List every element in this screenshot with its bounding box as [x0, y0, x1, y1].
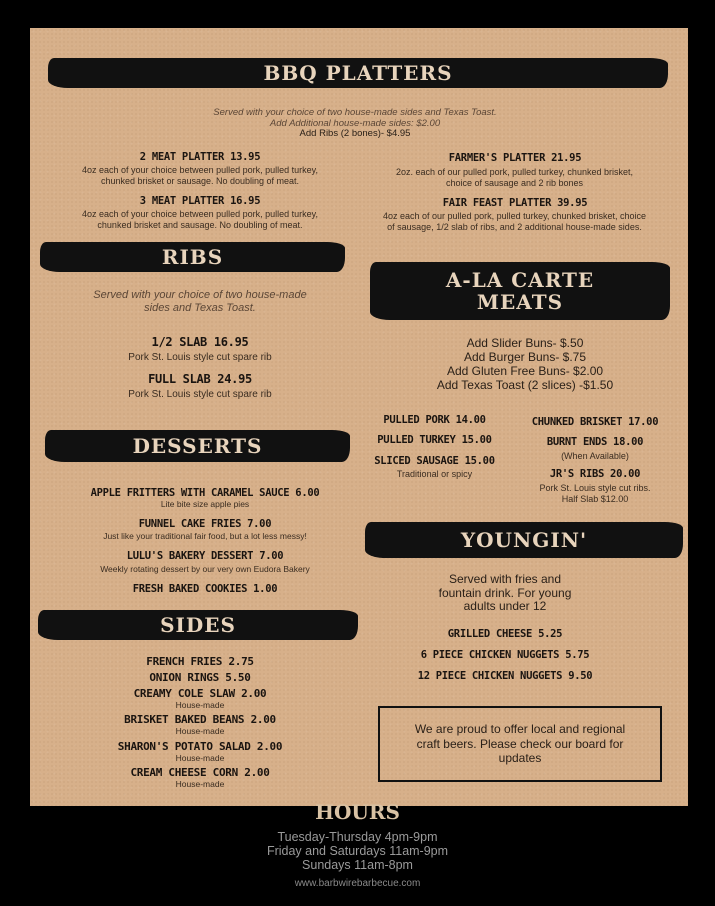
menu-item-name: CREAMY COLE SLAW 2.00	[133, 687, 267, 700]
menu-item-desc: 4oz each of your choice between pulled pork, pulled turkey,	[82, 165, 318, 175]
menu-item-desc: chunked brisket or sausage. No doubling of meat.	[100, 176, 300, 186]
menu-item-name: 12 PIECE CHICKEN NUGGETS 9.50	[417, 670, 593, 682]
alacarte-title-1: A-LA CARTE	[445, 268, 595, 292]
menu-item-name: JR'S RIBS 20.00	[549, 468, 641, 480]
beer-line-2: craft beers. Please check our board for	[416, 736, 624, 751]
menu-item-name: LULU'S BAKERY DESSERT 7.00	[126, 550, 284, 562]
bbq-intro-3: Add Ribs (2 bones)- $4.95	[299, 128, 411, 139]
menu-item-desc: House-made	[175, 726, 225, 736]
youngin-intro-1: Served with fries and	[448, 572, 562, 586]
menu-item-name: SLICED SAUSAGE 15.00	[374, 455, 495, 467]
menu-item-name: 2 MEAT PLATTER 13.95	[139, 151, 261, 163]
menu-item-name: PULLED PORK 14.00	[383, 414, 486, 426]
menu-item-name: 3 MEAT PLATTER 16.95	[139, 195, 261, 207]
youngin-title: YOUNGIN'	[460, 528, 588, 552]
bbq-platters-title: BBQ PLATTERS	[263, 61, 453, 85]
hours-line-3: Sundays 11am-8pm	[302, 858, 413, 872]
beer-line-1: We are proud to offer local and regional	[414, 722, 626, 737]
menu-item-desc: choice of sausage and 2 rib bones	[445, 178, 584, 188]
addon-line: Add Slider Buns- $.50	[466, 336, 584, 350]
menu-item-name: GRILLED CHEESE 5.25	[447, 628, 563, 640]
menu-item-name: BURNT ENDS 18.00	[546, 436, 644, 448]
youngin-intro-2: fountain drink. For young	[438, 586, 572, 600]
menu-item-desc: 4oz each of our pulled pork, pulled turkey, chunked brisket, choice	[383, 211, 646, 221]
menu-item-desc: Traditional or spicy	[396, 469, 473, 479]
menu-item-desc: Weekly rotating dessert by our very own Eudora Bakery	[100, 564, 310, 574]
beer-line-3: updates	[498, 751, 542, 766]
youngin-intro-3: adults under 12	[463, 599, 547, 613]
hours-line-1: Tuesday-Thursday 4pm-9pm	[277, 830, 438, 844]
bbq-platters-banner	[48, 58, 668, 88]
alacarte-title-2: MEATS	[476, 290, 564, 314]
bbq-intro-2: Add Additional house-made sides: $2.00	[269, 118, 441, 129]
alacarte-banner	[370, 262, 670, 320]
menu-item-name: SHARON'S POTATO SALAD 2.00	[117, 740, 283, 753]
menu-item-name: FRENCH FRIES 2.75	[146, 655, 254, 668]
website-link[interactable]: www.barbwirebarbecue.com	[294, 878, 421, 889]
bbq-intro-1: Served with your choice of two house-made sides and Texas Toast.	[213, 107, 497, 118]
menu-item-desc: Just like your traditional fair food, but a lot less messy!	[103, 531, 307, 541]
addon-line: Add Burger Buns- $.75	[463, 350, 587, 364]
ribs-title: RIBS	[161, 245, 224, 269]
ribs-banner	[40, 242, 345, 272]
menu-item-name: FUNNEL CAKE FRIES 7.00	[138, 518, 272, 530]
menu-item-name: FAIR FEAST PLATTER 39.95	[442, 197, 588, 209]
sides-title: SIDES	[160, 613, 236, 637]
menu-item-name: CREAM CHEESE CORN 2.00	[130, 766, 270, 779]
menu-item-name: PULLED TURKEY 15.00	[377, 434, 492, 446]
menu-item-desc: Pork St. Louis style cut ribs.	[539, 483, 651, 493]
menu-item-name: 6 PIECE CHICKEN NUGGETS 5.75	[420, 649, 590, 661]
menu-item-desc: House-made	[175, 779, 225, 789]
menu-item-desc: (When Available)	[561, 451, 629, 461]
craft-beer-notice	[378, 706, 662, 782]
hours-line-2: Friday and Saturdays 11am-9pm	[266, 844, 449, 858]
addon-line: Add Gluten Free Buns- $2.00	[446, 364, 604, 378]
menu-item-desc: Pork St. Louis style cut spare rib	[128, 389, 272, 400]
desserts-title: DESSERTS	[132, 434, 263, 458]
menu-item-name: CHUNKED BRISKET 17.00	[531, 416, 659, 428]
menu-item-desc: chunked brisket and sausage. No doubling of meat.	[97, 220, 303, 230]
menu-item-desc: Pork St. Louis style cut spare rib	[128, 352, 272, 363]
menu-item-name: FRESH BAKED COOKIES 1.00	[132, 583, 278, 595]
menu-item-name: FULL SLAB 24.95	[148, 372, 252, 386]
menu-item-desc: House-made	[175, 700, 225, 710]
menu-item-desc: 4oz each of your choice between pulled pork, pulled turkey,	[82, 209, 318, 219]
menu-item-name: APPLE FRITTERS WITH CARAMEL SAUCE 6.00	[90, 487, 320, 499]
menu-item-desc: House-made	[175, 753, 225, 763]
youngin-banner	[365, 522, 683, 558]
menu-item-name: FARMER'S PLATTER 21.95	[448, 152, 582, 164]
menu-item-desc: Half Slab $12.00	[561, 494, 629, 504]
menu-item-name: ONION RINGS 5.50	[149, 671, 251, 684]
ribs-intro-1: Served with your choice of two house-made	[93, 289, 307, 301]
ribs-intro-2: sides and Texas Toast.	[144, 302, 256, 314]
hours-title: HOURS	[315, 800, 400, 824]
desserts-banner	[45, 430, 350, 462]
menu-item-desc: Lite bite size apple pies	[160, 499, 250, 509]
menu-item-desc: 2oz. each of our pulled pork, pulled turkey, chunked brisket,	[396, 167, 633, 177]
addon-line: Add Texas Toast (2 slices) -$1.50	[436, 378, 614, 392]
menu-item-name: BRISKET BAKED BEANS 2.00	[124, 713, 276, 726]
menu-item-name: 1/2 SLAB 16.95	[151, 335, 249, 349]
menu-item-desc: of sausage, 1/2 slab of ribs, and 2 additional house-made sides.	[387, 222, 642, 232]
sides-banner	[38, 610, 358, 640]
